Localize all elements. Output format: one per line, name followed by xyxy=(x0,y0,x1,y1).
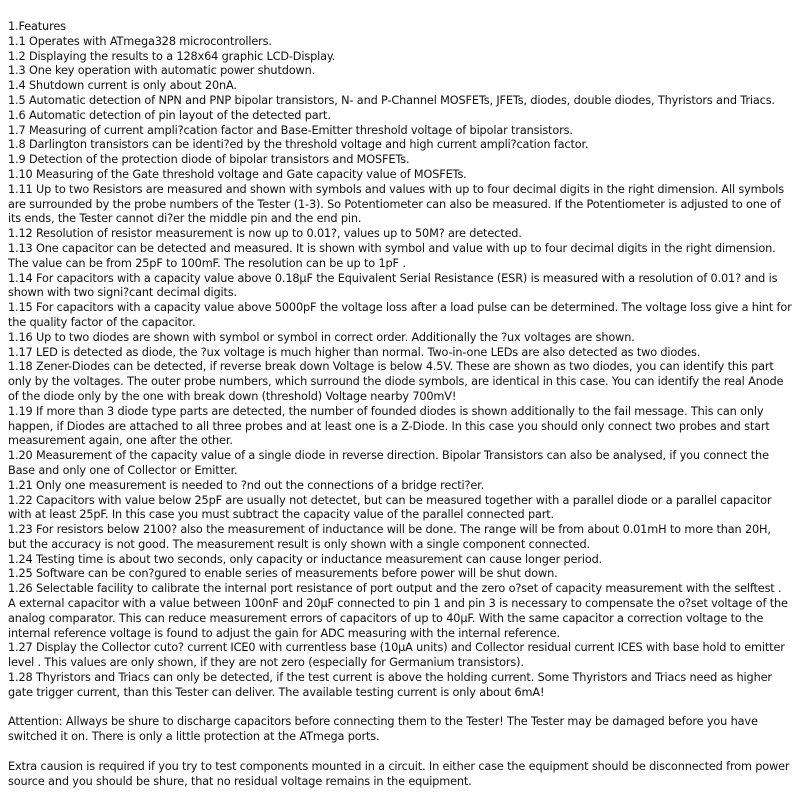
paragraph-spacer xyxy=(8,701,792,716)
feature-item: 1.4 Shutdown current is only about 20nA. xyxy=(8,79,237,93)
feature-item: 1.15 For capacitors with a capacity value above 5000pF the voltage loss after a load pulse can be determined. The voltage loss give a hint for the quality factor of the capacitor. xyxy=(8,301,792,329)
feature-item: 1.2 Displaying the results to a 128x64 graphic LCD-Display. xyxy=(8,49,336,63)
feature-item: 1.10 Measuring of the Gate threshold voltage and Gate capacity value of MOSFETs. xyxy=(8,167,467,181)
feature-item: 1.23 For resistors below 2100? also the measurement of inductance will be done. The range will be from about 0.01mH to more than 20H, but the accuracy is not good. The measurement result is only shown with a single component connected. xyxy=(8,523,771,551)
feature-item: 1.3 One key operation with automatic power shutdown. xyxy=(8,64,316,78)
document-body xyxy=(8,20,792,789)
feature-item: 1.11 Up to two Resistors are measured and shown with symbols and values with up to four decimal digits in the right dimension. All symbols are surrounded by the probe numbers of the Tester (1-3). So Potentiometer can also be measured. If the Potentiometer is adjusted to one of its ends, the Tester cannot di?er the middle pin and the end pin. xyxy=(8,182,785,226)
feature-item: 1.13 One capacitor can be detected and measured. It is shown with symbol and value with up to four decimal digits in the right dimension. The value can be from 25pF to 100mF. The resolution can be up to 1pF . xyxy=(8,241,776,270)
feature-item: 1.1 Operates with ATmega328 microcontrollers. xyxy=(8,34,272,48)
section-heading: 1.Features xyxy=(8,20,66,33)
feature-item: 1.22 Capacitors with value below 25pF are usually not detectet, but can be measured together with a parallel diode or a parallel capacitor with at least 25pF. In this case you must subtract the capacity value of the parallel connected part. xyxy=(8,493,772,522)
feature-item: 1.5 Automatic detection of NPN and PNP bipolar transistors, N- and P-Channel MOSFETs, JFETs, diodes, double diodes, Thyristors and Triacs. xyxy=(8,93,775,107)
attention-paragraph: Attention: Allways be shure to discharge capacitors before connecting them to the Tester! The Tester may be damaged before you have switched it on. There is only a little protection at the ATmega ports. xyxy=(8,715,758,744)
feature-item: 1.19 If more than 3 diode type parts are detected, the number of founded diodes is shown additionally to the fail message. This can only happen, if Diodes are attached to all three probes and at least one is a Z-Diode. In this case you should only connect two probes and start measurement again, one after the other. xyxy=(8,404,770,448)
paragraph-spacer xyxy=(8,745,792,760)
feature-item: 1.28 Thyristors and Triacs can only be detected, if the test current is above the holding current. Some Thyristors and Triacs need as higher gate trigger current, than this Tester can deliver. The available testing current is only about 6mA! xyxy=(8,671,772,699)
feature-item: 1.16 Up to two diodes are shown with symbol or symbol in correct order. Additionally the ?ux voltages are shown. xyxy=(8,330,635,344)
feature-item: 1.12 Resolution of resistor measurement is now up to 0.01?, values up to 50M? are detected. xyxy=(8,227,522,241)
feature-item: 1.21 Only one measurement is needed to ?nd out the connections of a bridge recti?er. xyxy=(8,478,485,492)
feature-item: 1.25 Software can be con?gured to enable series of measurements before power will be shut down. xyxy=(8,567,558,581)
feature-item: 1.20 Measurement of the capacity value of a single diode in reverse direction. Bipolar Transistors can also be analysed, if you connect the Base and only one of Collector or Emitter. xyxy=(8,449,769,477)
feature-item: 1.26 Selectable facility to calibrate the internal port resistance of port output and the zero o?set of capacity measurement with the selftest . A external capacitor with a value between 100nF and 20µF connected to pin 1 and pin 3 is necessary to compensate the o?set voltage of the analog comparator. This can reduce measurement errors of capacitors of up to 40µF. With the same capacitor a correction voltage to the internal reference voltage is found to adjust the gain for ADC measuring with the internal reference. xyxy=(8,582,788,640)
feature-item: 1.14 For capacitors with a capacity value above 0.18µF the Equivalent Serial Resistance (ESR) is measured with a resolution of 0.01? and is shown with two signi?cant decimal digits. xyxy=(8,271,778,300)
feature-item: 1.17 LED is detected as diode, the ?ux voltage is much higher than normal. Two-in-one LEDs are also detected as two diodes. xyxy=(8,345,701,359)
feature-item: 1.6 Automatic detection of pin layout of the detected part. xyxy=(8,108,331,122)
feature-item: 1.8 Darlington transistors can be identi?ed by the threshold voltage and high current ampli?cation factor. xyxy=(8,138,589,152)
feature-item: 1.9 Detection of the protection diode of bipolar transistors and MOSFETs. xyxy=(8,153,410,167)
caution-paragraph: Extra causion is required if you try to test components mounted in a circuit. In either case the equipment should be disconnected from power source and you should be shure, that no residual voltage remains in the equipment. xyxy=(8,759,790,788)
feature-item: 1.24 Testing time is about two seconds, only capacity or inductance measurement can cause longer period. xyxy=(8,552,603,566)
feature-item: 1.27 Display the Collector cuto? current ICE0 with currentless base (10µA units) and Collector residual current ICES with base hold to emitter level . This values are only shown, if they are not zero (especially for Germanium transistors). xyxy=(8,641,785,670)
feature-item: 1.7 Measuring of current ampli?cation factor and Base-Emitter threshold voltage of bipolar transistors. xyxy=(8,123,573,137)
feature-list xyxy=(8,35,792,701)
feature-item: 1.18 Zener-Diodes can be detected, if reverse break down Voltage is below 4.5V. These are shown as two diodes, you can identify this part only by the voltages. The outer probe numbers, which surround the diode symbols, are identical in this case. You can identify the real Anode of the diode only by the one with break down (threshold) Voltage nearby 700mV! xyxy=(8,360,784,403)
